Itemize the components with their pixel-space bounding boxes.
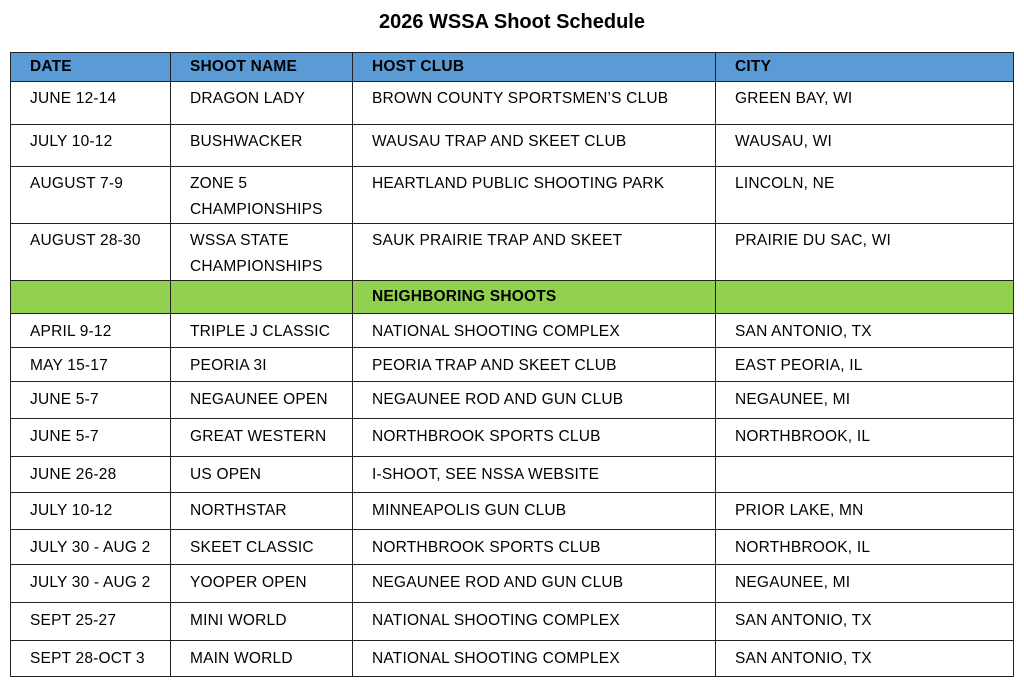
table-row xyxy=(11,603,1014,641)
cell-date: AUGUST 7-9 xyxy=(11,167,171,224)
cell-city: WAUSAU, WI xyxy=(716,125,1014,167)
cell-shoot-name: PEORIA 3I xyxy=(171,348,353,382)
cell-city: NEGAUNEE, MI xyxy=(716,565,1014,603)
cell-date: JUNE 12-14 xyxy=(11,82,171,125)
cell-city: GREEN BAY, WI xyxy=(716,82,1014,125)
cell-host-club: NATIONAL SHOOTING COMPLEX xyxy=(353,641,716,677)
cell-shoot-name: DRAGON LADY xyxy=(171,82,353,125)
cell-host-club: BROWN COUNTY SPORTSMEN’S CLUB xyxy=(353,82,716,125)
cell-host-club: SAUK PRAIRIE TRAP AND SKEET xyxy=(353,224,716,281)
cell-host-club: MINNEAPOLIS GUN CLUB xyxy=(353,493,716,530)
section-empty-cell xyxy=(11,281,171,314)
cell-city: PRIOR LAKE, MN xyxy=(716,493,1014,530)
cell-city: NEGAUNEE, MI xyxy=(716,382,1014,419)
cell-host-club: WAUSAU TRAP AND SKEET CLUB xyxy=(353,125,716,167)
cell-city: NORTHBROOK, IL xyxy=(716,530,1014,565)
table-row xyxy=(11,314,1014,348)
cell-host-club: NORTHBROOK SPORTS CLUB xyxy=(353,530,716,565)
table-row xyxy=(11,167,1014,224)
header-city: CITY xyxy=(716,53,1014,82)
section-title: NEIGHBORING SHOOTS xyxy=(353,281,716,314)
cell-date: JULY 10-12 xyxy=(11,493,171,530)
cell-shoot-name: MINI WORLD xyxy=(171,603,353,641)
cell-shoot-name: ZONE 5 CHAMPIONSHIPS xyxy=(171,167,353,224)
cell-host-club: NEGAUNEE ROD AND GUN CLUB xyxy=(353,565,716,603)
table-row xyxy=(11,348,1014,382)
cell-date: JUNE 5-7 xyxy=(11,382,171,419)
table-row xyxy=(11,641,1014,677)
cell-date: JUNE 26-28 xyxy=(11,457,171,493)
cell-shoot-name: TRIPLE J CLASSIC xyxy=(171,314,353,348)
cell-shoot-name: NORTHSTAR xyxy=(171,493,353,530)
cell-host-club: NORTHBROOK SPORTS CLUB xyxy=(353,419,716,457)
cell-city: EAST PEORIA, IL xyxy=(716,348,1014,382)
cell-shoot-name: GREAT WESTERN xyxy=(171,419,353,457)
page-title: 2026 WSSA Shoot Schedule xyxy=(379,11,645,33)
cell-city: PRAIRIE DU SAC, WI xyxy=(716,224,1014,281)
section-empty-cell xyxy=(716,281,1014,314)
cell-date: SEPT 25-27 xyxy=(11,603,171,641)
cell-city: LINCOLN, NE xyxy=(716,167,1014,224)
cell-date: MAY 15-17 xyxy=(11,348,171,382)
cell-shoot-name: BUSHWACKER xyxy=(171,125,353,167)
cell-city: SAN ANTONIO, TX xyxy=(716,314,1014,348)
cell-shoot-name: NEGAUNEE OPEN xyxy=(171,382,353,419)
cell-city: SAN ANTONIO, TX xyxy=(716,603,1014,641)
cell-shoot-name: WSSA STATE CHAMPIONSHIPS xyxy=(171,224,353,281)
cell-host-club: NATIONAL SHOOTING COMPLEX xyxy=(353,314,716,348)
cell-host-club: PEORIA TRAP AND SKEET CLUB xyxy=(353,348,716,382)
cell-shoot-name: MAIN WORLD xyxy=(171,641,353,677)
cell-city: NORTHBROOK, IL xyxy=(716,419,1014,457)
table-row xyxy=(11,382,1014,419)
cell-date: APRIL 9-12 xyxy=(11,314,171,348)
table-row xyxy=(11,224,1014,281)
cell-host-club: HEARTLAND PUBLIC SHOOTING PARK xyxy=(353,167,716,224)
cell-host-club: NATIONAL SHOOTING COMPLEX xyxy=(353,603,716,641)
section-empty-cell xyxy=(171,281,353,314)
cell-host-club: NEGAUNEE ROD AND GUN CLUB xyxy=(353,382,716,419)
cell-date: JULY 10-12 xyxy=(11,125,171,167)
cell-date: JULY 30 - AUG 2 xyxy=(11,530,171,565)
table-header-row xyxy=(11,53,1014,82)
section-row-neighboring-shoots xyxy=(11,281,1014,314)
cell-date: JULY 30 - AUG 2 xyxy=(11,565,171,603)
table-row xyxy=(11,419,1014,457)
table-row xyxy=(11,82,1014,125)
cell-date: SEPT 28-OCT 3 xyxy=(11,641,171,677)
cell-shoot-name: YOOPER OPEN xyxy=(171,565,353,603)
table-row xyxy=(11,565,1014,603)
table-row xyxy=(11,125,1014,167)
cell-shoot-name: US OPEN xyxy=(171,457,353,493)
table-row xyxy=(11,457,1014,493)
schedule-table xyxy=(10,52,1014,677)
cell-host-club: I-SHOOT, SEE NSSA WEBSITE xyxy=(353,457,716,493)
header-date: DATE xyxy=(11,53,171,82)
cell-city: SAN ANTONIO, TX xyxy=(716,641,1014,677)
table-row xyxy=(11,530,1014,565)
cell-shoot-name: SKEET CLASSIC xyxy=(171,530,353,565)
cell-date: AUGUST 28-30 xyxy=(11,224,171,281)
header-host-club: HOST CLUB xyxy=(353,53,716,82)
cell-city xyxy=(716,457,1014,493)
header-shoot-name: SHOOT NAME xyxy=(171,53,353,82)
cell-date: JUNE 5-7 xyxy=(11,419,171,457)
table-row xyxy=(11,493,1014,530)
